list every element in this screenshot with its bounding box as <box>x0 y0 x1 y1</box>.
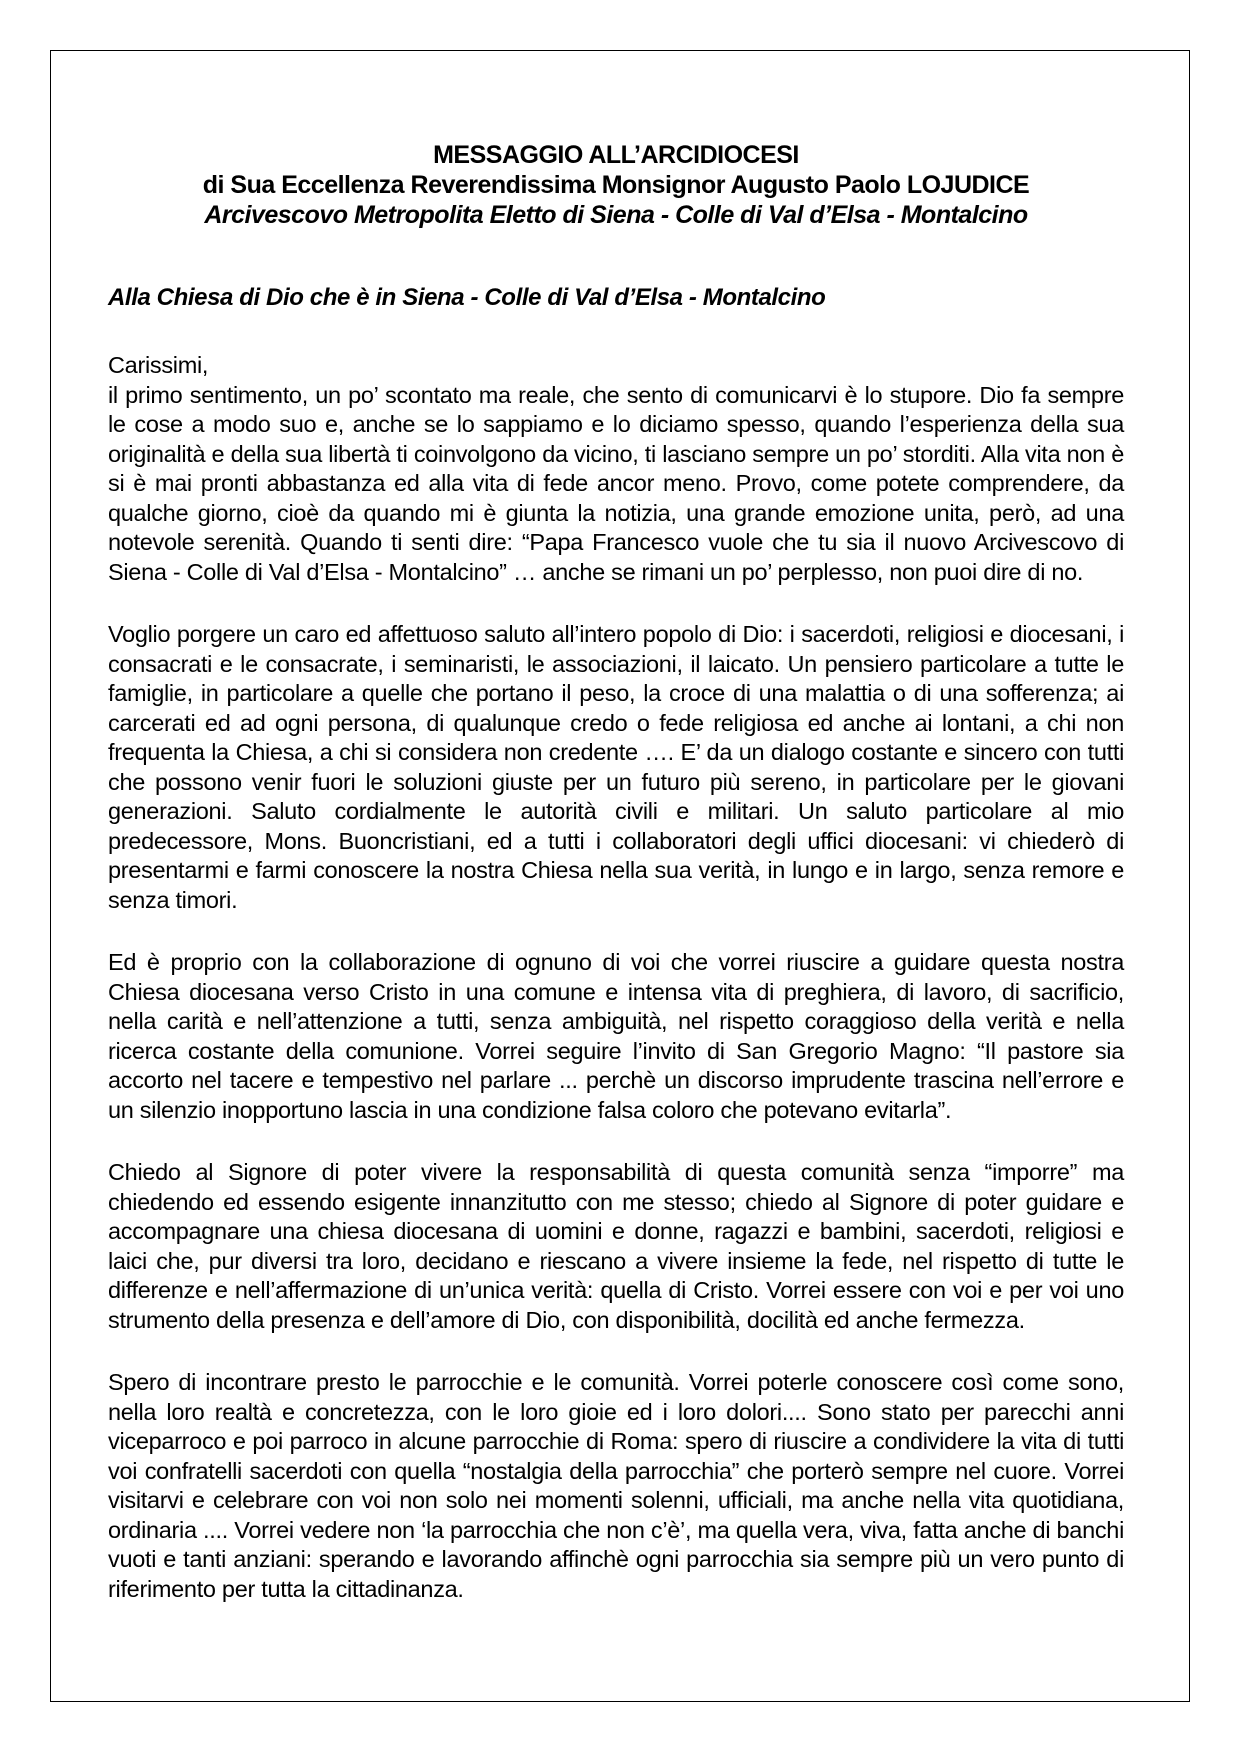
paragraph-2: Voglio porgere un caro ed affettuoso saluto all’intero popolo di Dio: i sacerdoti, religiosi e diocesani, i consacrati e le consacrate, i seminaristi, le associazioni, il laicato. Un pensiero particolare a tutte le famiglie, in particolare a quelle che portano il peso, la croce di una malattia o di una sofferenza; ai carcerati ed ad ogni persona, di qualunque credo o fede religiosa ed anche ai lontani, a chi non frequenta la Chiesa, a chi si considera non credente …. E’ da un dialogo costante e sincero con tutti che possono venir fuori le soluzioni giuste per un futuro più sereno, in particolare per le giovani generazioni. Saluto cordialmente le autorità civili e militari. Un saluto particolare al mio predecessore, Mons. Buoncristiani, ed a tutti i collaboratori degli uffici diocesani: vi chiederò di presentarmi e farmi conoscere la nostra Chiesa nella sua verità, in lungo e in largo, senza remore e senza timori. <box>108 621 1124 913</box>
paragraph-5: Spero di incontrare presto le parrocchie e le comunità. Vorrei poterle conoscere così come sono, nella loro realtà e concretezza, con le loro gioie ed i loro dolori.... Sono stato per parecchi anni viceparroco e poi parroco in alcune parrocchie di Roma: spero di riuscire a condividere la vita di tutti voi confratelli sacerdoti con quella “nostalgia della parrocchia” che porterò sempre nel cuore. Vorrei visitarvi e celebrare con voi non solo nei momenti solenni, ufficiali, ma anche nella vita quotidiana, ordinaria .... Vorrei vedere non ‘la parrocchia che non c’è’, ma quella vera, viva, fatta anche di banchi vuoti e tanti anziani: sperando e lavorando affinchè ogni parrocchia sia sempre più un vero punto di riferimento per tutta la cittadinanza. <box>108 1369 1124 1602</box>
letter-body <box>108 351 1124 1604</box>
document-title-line-1: MESSAGGIO ALL’ARCIDIOCESI <box>433 141 799 169</box>
salutation-line: Alla Chiesa di Dio che è in Siena - Colle di Val d’Elsa - Montalcino <box>108 284 826 311</box>
opening-line: Carissimi, <box>108 352 209 378</box>
document-content <box>108 140 1124 1604</box>
document-title-line-2: di Sua Eccellenza Reverendissima Monsignor Augusto Paolo LOJUDICE <box>202 171 1030 199</box>
paragraph-1: il primo sentimento, un po’ scontato ma reale, che sento di comunicarvi è lo stupore. Dio fa sempre le cose a modo suo e, anche se lo sappiamo e lo diciamo spesso, quando l’esperienza della sua originalità e della sua libertà ti coinvolgono da vicino, ti lasciano sempre un po’ storditi. Alla vita non è si è mai pronti abbastanza ed alla vita di fede ancor meno. Provo, come potete comprendere, da qualche giorno, cioè da quando mi è giunta la notizia, una grande emozione unita, però, ad una notevole serenità. Quando ti senti dire: “Papa Francesco vuole che tu sia il nuovo Arcivescovo di Siena - Colle di Val d’Elsa - Montalcino” … anche se rimani un po’ perplesso, non puoi dire di no. <box>108 381 1124 585</box>
paragraph-4: Chiedo al Signore di poter vivere la responsabilità di questa comunità senza “imporre” ma chiedendo ed essendo esigente innanzitutto con me stesso; chiedo al Signore di poter guidare e accompagnare una chiesa diocesana di uomini e donne, ragazzi e bambini, sacerdoti, religiosi e laici che, pur diversi tra loro, decidano e riescano a vivere insieme la fede, nel rispetto di tutte le differenze e nell’affermazione di un’unica verità: quella di Cristo. Vorrei essere con voi e per voi uno strumento della presenza e dell’amore di Dio, con disponibilità, docilità ed anche fermezza. <box>108 1159 1124 1333</box>
paragraph-3: Ed è proprio con la collaborazione di ognuno di voi che vorrei riuscire a guidare questa nostra Chiesa diocesana verso Cristo in una comune e intensa vita di preghiera, di lavoro, di sacrificio, nella carità e nell’attenzione a tutti, senza ambiguità, nel rispetto coraggioso della verità e nella ricerca costante della comunione. Vorrei seguire l’invito di San Gregorio Magno: “Il pastore sia accorto nel tacere e tempestivo nel parlare ... perchè un discorso imprudente trascina nell’errore e un silenzio inopportuno lascia in una condizione falsa coloro che potevano evitarla”. <box>108 949 1124 1123</box>
document-title-line-3: Arcivescovo Metropolita Eletto di Siena - Colle di Val d’Elsa - Montalcino <box>204 201 1028 229</box>
document-title-block <box>108 140 1124 230</box>
